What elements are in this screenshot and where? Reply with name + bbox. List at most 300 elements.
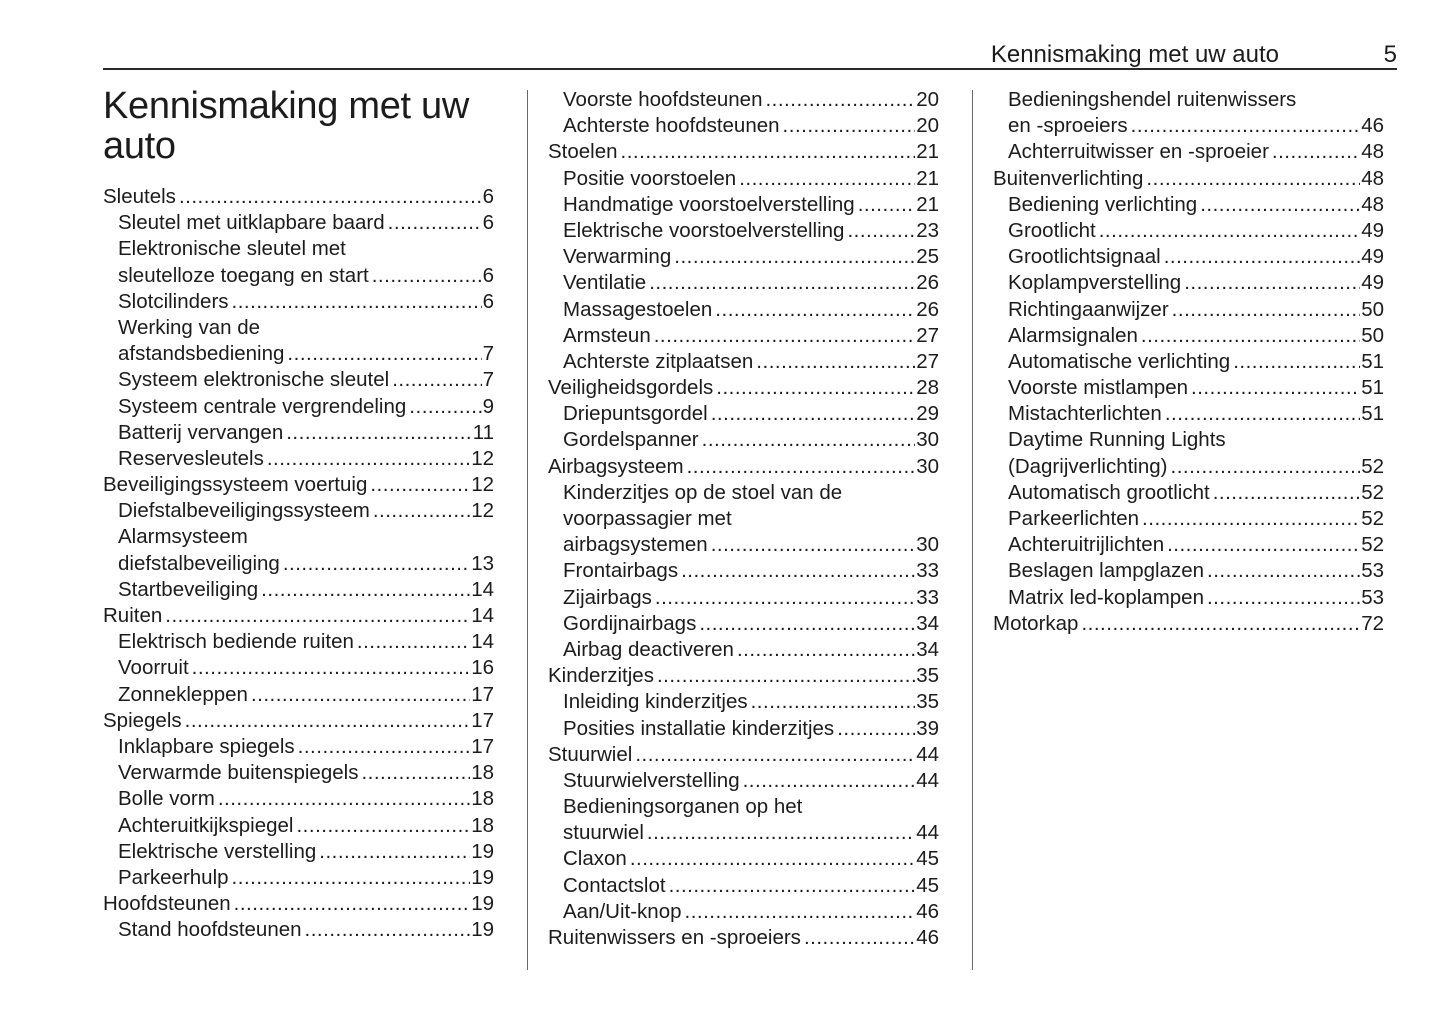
dot-leader	[357, 629, 470, 655]
toc-entry	[103, 839, 494, 865]
toc-entry-page: 72	[1361, 611, 1384, 635]
dot-leader	[699, 611, 915, 637]
toc-entry	[548, 532, 939, 558]
toc-entry	[548, 87, 939, 113]
toc-entry-title: Ventilatie	[563, 271, 647, 295]
toc-entry-page: 33	[916, 585, 939, 609]
toc-entry	[103, 734, 494, 760]
toc-entry	[548, 899, 939, 925]
dot-leader	[1165, 401, 1360, 427]
dot-leader	[783, 113, 916, 139]
toc-entry	[103, 236, 494, 262]
toc-entry-page: 19	[471, 918, 494, 942]
toc-column-2	[548, 87, 939, 951]
toc-entry	[103, 367, 494, 393]
dot-leader	[630, 846, 915, 872]
toc-entry-title: Achterste zitplaatsen	[563, 349, 754, 373]
toc-entry-page: 11	[472, 420, 494, 444]
dot-leader	[361, 760, 470, 786]
toc-entry	[548, 846, 939, 872]
toc-entry	[103, 629, 494, 655]
toc-entry-title: stuurwiel	[563, 821, 644, 845]
toc-entry-page: 46	[916, 899, 939, 923]
toc-entry	[993, 139, 1384, 165]
dot-leader	[287, 341, 481, 367]
toc-entry-title: Hoofdsteunen	[103, 892, 231, 916]
toc-entry-page: 17	[471, 682, 494, 706]
toc-entry-page: 35	[916, 690, 939, 714]
toc-entry	[103, 760, 494, 786]
toc-entry-page: 44	[916, 768, 939, 792]
toc-entry-title: Sleutel met uitklapbare baard	[118, 211, 385, 235]
toc-entry	[993, 506, 1384, 532]
toc-entry	[103, 813, 494, 839]
toc-entry	[993, 297, 1384, 323]
toc-entry-title: Diefstalbeveiligingssysteem	[118, 499, 370, 523]
toc-entry-page: 26	[916, 297, 939, 321]
toc-column-3	[993, 87, 1384, 637]
toc-entry-page: 44	[916, 742, 939, 766]
dot-leader	[716, 375, 915, 401]
toc-entry-title: Parkeerlichten	[1008, 507, 1140, 530]
toc-entry-page: 13	[471, 551, 494, 575]
toc-entry	[548, 585, 939, 611]
toc-entry-page: 33	[916, 559, 939, 583]
toc-entry-title: Contactslot	[563, 873, 666, 897]
toc-entry-page: 21	[916, 166, 939, 190]
toc-entry-title: Richtingaanwijzer	[1008, 297, 1169, 321]
dot-leader	[192, 655, 471, 681]
toc-entry-title: Gordelspanner	[563, 428, 699, 452]
toc-entry	[548, 297, 939, 323]
toc-entry-page: 49	[1361, 271, 1384, 295]
toc-entry	[993, 349, 1384, 375]
toc-entry-title: sleutelloze toegang en start	[118, 263, 369, 287]
toc-entry-page: 52	[1361, 480, 1384, 504]
dot-leader	[654, 323, 915, 349]
toc-entry	[548, 192, 939, 218]
toc-entry-title: Grootlichtsignaal	[1008, 245, 1161, 269]
toc-entry-title: Verwarming	[563, 245, 672, 269]
dot-leader	[298, 734, 471, 760]
dot-leader	[388, 210, 482, 236]
toc-entry-page: 21	[916, 140, 939, 164]
dot-leader	[305, 917, 471, 943]
toc-entry-title: Stuurwielverstelling	[563, 768, 740, 792]
toc-entry-title: Zijairbags	[563, 585, 652, 609]
dot-leader	[1142, 506, 1360, 532]
toc-entry-page: 6	[482, 211, 494, 235]
toc-entry	[103, 446, 494, 472]
toc-entry-page: 12	[471, 499, 494, 523]
dot-leader	[261, 577, 470, 603]
toc-entry	[103, 655, 494, 681]
toc-entry-page: 53	[1361, 559, 1384, 583]
toc-entry	[548, 139, 939, 165]
toc-entry-page: 19	[471, 865, 494, 889]
dot-leader	[1167, 532, 1360, 558]
toc-entry-title: Batterij vervangen	[118, 420, 284, 444]
toc-entry	[548, 166, 939, 192]
dot-leader	[804, 925, 915, 951]
dot-leader	[1099, 218, 1360, 244]
toc-entry	[993, 532, 1384, 558]
toc-entry-title: Achterruitwisser en -sproeier	[1008, 140, 1269, 164]
dot-leader	[267, 446, 470, 472]
toc-entry	[993, 585, 1384, 611]
dot-leader	[232, 289, 482, 315]
toc-entry-page: 6	[482, 185, 494, 208]
toc-entry-title: Motorkap	[993, 611, 1079, 635]
toc-entry	[548, 270, 939, 296]
toc-entry	[548, 820, 939, 846]
toc-entry-page: 20	[916, 88, 939, 111]
dot-leader	[702, 427, 916, 453]
toc-entry-title: Armsteun	[563, 323, 651, 347]
toc-entry-page: 50	[1361, 323, 1384, 347]
toc-entry	[548, 611, 939, 637]
toc-entry	[548, 113, 939, 139]
toc-entry-title: Mistachterlichten	[1008, 402, 1162, 426]
dot-leader	[1213, 480, 1361, 506]
toc-entry-page: 6	[482, 263, 494, 287]
toc-entry-title: Startbeveiliging	[118, 577, 259, 601]
toc-entry-page: 18	[471, 787, 494, 811]
toc-entry-title: diefstalbeveiliging	[118, 551, 280, 575]
dot-leader	[756, 349, 915, 375]
toc-entry	[993, 480, 1384, 506]
toc-entry-title: Inklapbare spiegels	[118, 734, 295, 758]
toc-entry-page: 18	[471, 761, 494, 785]
toc-entry-title: Achterste hoofdsteunen	[563, 114, 780, 138]
dot-leader	[669, 873, 916, 899]
toc-entry-title: Bolle vorm	[118, 787, 215, 811]
dot-leader	[837, 716, 915, 742]
dot-leader	[232, 865, 471, 891]
toc-entry-title: Voorste mistlampen	[1008, 376, 1189, 400]
toc-entry-title: Voorruit	[118, 656, 189, 680]
running-header-title: Kennismaking met uw auto	[990, 41, 1279, 68]
toc-entry	[103, 682, 494, 708]
toc-entry-title: Bediening verlichting	[1008, 192, 1198, 216]
toc-entry-page: 6	[482, 289, 494, 313]
toc-entry-title: Ruiten	[103, 604, 163, 627]
toc-entry-page: 46	[1361, 114, 1384, 138]
toc-entry-page: 51	[1361, 402, 1384, 426]
toc-entry	[548, 244, 939, 270]
toc-entry-title: Werking van de	[118, 315, 261, 339]
dot-leader	[1233, 349, 1360, 375]
toc-entry-page: 34	[916, 611, 939, 635]
toc-entry	[548, 689, 939, 715]
dot-leader	[687, 454, 916, 480]
dot-leader	[218, 786, 470, 812]
dot-leader	[1207, 585, 1360, 611]
toc-entry	[993, 454, 1384, 480]
toc-entry-title: Kinderzitjes op de stoel van de	[563, 480, 843, 504]
toc-entry	[993, 558, 1384, 584]
toc-entry-page: 25	[916, 245, 939, 269]
toc-entry-title: Buitenverlichting	[993, 166, 1144, 190]
toc-entry-page: 30	[916, 454, 939, 478]
toc-entry-page: 20	[916, 114, 939, 138]
toc-entry-page: 7	[482, 342, 494, 366]
dot-leader	[711, 532, 915, 558]
dot-leader	[1207, 558, 1360, 584]
toc-entry	[103, 708, 494, 734]
dot-leader	[649, 270, 915, 296]
toc-entry-page: 26	[916, 271, 939, 295]
toc-entry-title: Matrix led-koplampen	[1008, 585, 1204, 609]
toc-entry	[103, 786, 494, 812]
toc-entry-title: Slotcilinders	[118, 289, 229, 313]
toc-entry-title: Beveiligingssysteem voertuig	[103, 473, 368, 497]
dot-leader	[165, 603, 470, 629]
toc-entry-title: (Dagrijverlichting)	[1008, 454, 1168, 478]
toc-entry	[993, 244, 1384, 270]
toc-entry	[548, 637, 939, 663]
toc-entry	[548, 349, 939, 375]
toc-entry-page: 28	[916, 376, 939, 400]
toc-entry	[548, 768, 939, 794]
toc-entry-page: 18	[471, 813, 494, 837]
toc-entry-page: 23	[916, 218, 939, 242]
toc-entry-title: Parkeerhulp	[118, 865, 229, 889]
toc-entry-page: 52	[1361, 533, 1384, 557]
toc-entry	[103, 263, 494, 289]
toc-entry-page: 45	[916, 847, 939, 871]
dot-leader	[1172, 297, 1361, 323]
toc-entry	[103, 524, 494, 550]
toc-entry-title: Zonnekleppen	[118, 682, 248, 706]
toc-entry	[103, 603, 494, 629]
toc-entry-page: 52	[1361, 454, 1384, 478]
dot-leader	[392, 367, 481, 393]
dot-leader	[1141, 323, 1360, 349]
toc-entry-title: Achteruitkijkspiegel	[118, 813, 294, 837]
dot-leader	[319, 839, 470, 865]
toc-entry-page: 12	[471, 446, 494, 470]
toc-entry-title: Kinderzitjes	[548, 664, 654, 688]
toc-entry	[103, 289, 494, 315]
toc-entry-title: Frontairbags	[563, 559, 679, 583]
toc-entry-title: Elektrisch bediende ruiten	[118, 630, 354, 654]
toc-entry-title: Verwarmde buitenspiegels	[118, 761, 359, 785]
toc-entry-page: 51	[1361, 349, 1384, 373]
dot-leader	[409, 394, 481, 420]
toc-entry	[548, 716, 939, 742]
toc-entry-title: Ruitenwissers en -sproeiers	[548, 926, 801, 949]
toc-entry-page: 49	[1361, 245, 1384, 269]
toc-entry-page: 19	[471, 839, 494, 863]
toc-entry-page: 51	[1361, 376, 1384, 400]
toc-entry	[993, 375, 1384, 401]
toc-entry-title: Alarmsignalen	[1008, 323, 1138, 347]
dot-leader	[1200, 192, 1360, 218]
toc-entry-title: Alarmsysteem	[118, 525, 248, 549]
toc-entry-title: Airbagsysteem	[548, 454, 684, 478]
column-divider	[972, 90, 973, 970]
toc-entry-title: Systeem centrale vergrendeling	[118, 394, 407, 418]
toc-entry-title: Sleutels	[103, 185, 176, 208]
toc-entry-title: Positie voorstoelen	[563, 166, 737, 190]
toc-entry-title: Elektrische verstelling	[118, 839, 317, 863]
toc-entry-title: Airbag deactiveren	[563, 637, 734, 661]
toc-entry	[548, 427, 939, 453]
dot-leader	[234, 891, 471, 917]
dot-leader	[847, 218, 915, 244]
toc-entry-title: Inleiding kinderzitjes	[563, 690, 748, 714]
header-divider	[103, 68, 1397, 70]
dot-leader	[370, 472, 470, 498]
toc-entry-page: 39	[916, 716, 939, 740]
toc-entry	[103, 394, 494, 420]
toc-entry	[103, 865, 494, 891]
dot-leader	[715, 297, 915, 323]
toc-entry-title: Achteruitrijlichten	[1008, 533, 1165, 557]
toc-entry	[103, 551, 494, 577]
toc-column-1	[103, 184, 494, 943]
dot-leader	[1171, 454, 1361, 480]
toc-entry-page: 12	[471, 473, 494, 497]
toc-entry-title: Claxon	[563, 847, 627, 871]
dot-leader	[185, 708, 471, 734]
dot-leader	[711, 401, 915, 427]
toc-entry	[993, 270, 1384, 296]
toc-entry-page: 48	[1361, 140, 1384, 164]
dot-leader	[1081, 611, 1360, 637]
toc-entry	[993, 401, 1384, 427]
toc-entry-title: Massagestoelen	[563, 297, 713, 321]
toc-entry-page: 30	[916, 428, 939, 452]
toc-entry	[548, 558, 939, 584]
toc-entry-page: 16	[471, 656, 494, 680]
toc-entry-title: Handmatige voorstoelverstelling	[563, 192, 855, 216]
toc-entry-page: 30	[916, 533, 939, 557]
toc-entry-page: 7	[482, 368, 494, 392]
dot-leader	[1184, 270, 1360, 296]
toc-entry-title: Elektronische sleutel met	[118, 237, 346, 261]
chapter-title: Kennismaking met uw auto	[103, 85, 470, 167]
toc-entry-page: 21	[916, 192, 939, 216]
toc-entry-page: 50	[1361, 297, 1384, 321]
toc-entry	[993, 87, 1384, 113]
toc-entry-title: Gordijnairbags	[563, 611, 697, 635]
toc-entry	[103, 891, 494, 917]
toc-entry-page: 14	[471, 604, 494, 627]
toc-entry-title: Beslagen lampglazen	[1008, 559, 1205, 583]
toc-entry-page: 48	[1361, 166, 1384, 190]
toc-entry-title: Posities installatie kinderzitjes	[563, 716, 835, 740]
dot-leader	[765, 87, 915, 113]
toc-entry	[993, 427, 1384, 453]
toc-entry	[103, 315, 494, 341]
toc-entry-page: 17	[471, 734, 494, 758]
dot-leader	[283, 551, 470, 577]
toc-entry	[103, 917, 494, 943]
toc-entry	[993, 192, 1384, 218]
toc-entry-page: 53	[1361, 585, 1384, 609]
dot-leader	[286, 420, 471, 446]
toc-entry	[103, 498, 494, 524]
toc-entry	[548, 480, 939, 506]
toc-entry-title: afstandsbediening	[118, 342, 285, 366]
toc-entry	[993, 166, 1384, 192]
toc-entry-page: 44	[916, 821, 939, 845]
toc-entry	[548, 506, 939, 532]
dot-leader	[685, 899, 916, 925]
dot-leader	[1131, 113, 1361, 139]
toc-entry-title: Daytime Running Lights	[1008, 428, 1226, 452]
toc-entry-title: Voorste hoofdsteunen	[563, 88, 763, 111]
toc-entry-page: 9	[482, 394, 494, 418]
toc-entry	[548, 873, 939, 899]
toc-entry-page: 49	[1361, 218, 1384, 242]
toc-entry	[993, 113, 1384, 139]
toc-entry-title: Driepuntsgordel	[563, 402, 708, 426]
toc-entry-title: en -sproeiers	[1008, 114, 1128, 138]
toc-entry	[103, 341, 494, 367]
toc-entry-title: Reservesleutels	[118, 446, 264, 470]
dot-leader	[674, 244, 915, 270]
toc-entry	[548, 323, 939, 349]
toc-entry-title: Automatisch grootlicht	[1008, 480, 1210, 504]
toc-entry	[103, 210, 494, 236]
toc-entry-page: 35	[916, 664, 939, 688]
toc-entry-title: Stoelen	[548, 140, 618, 164]
toc-entry-title: Grootlicht	[1008, 218, 1096, 242]
toc-entry	[548, 401, 939, 427]
toc-entry-page: 14	[471, 577, 494, 601]
toc-entry-page: 14	[471, 630, 494, 654]
dot-leader	[858, 192, 915, 218]
toc-entry-page: 17	[471, 708, 494, 732]
toc-entry-page: 52	[1361, 507, 1384, 530]
toc-entry	[103, 420, 494, 446]
toc-entry	[548, 794, 939, 820]
toc-entry-page: 19	[471, 892, 494, 916]
column-divider	[527, 90, 528, 970]
dot-leader	[179, 184, 482, 210]
dot-leader	[1146, 166, 1360, 192]
toc-entry-page: 48	[1361, 192, 1384, 216]
toc-entry-title: Bedieningsorganen op het	[563, 795, 803, 819]
dot-leader	[251, 682, 470, 708]
toc-entry-title: voorpassagier met	[563, 507, 732, 530]
toc-entry-title: Elektrische voorstoelverstelling	[563, 218, 845, 242]
toc-entry-title: Stand hoofdsteunen	[118, 918, 302, 942]
toc-entry-title: Koplampverstelling	[1008, 271, 1182, 295]
dot-leader	[635, 742, 915, 768]
toc-entry-title: Automatische verlichting	[1008, 349, 1231, 373]
toc-entry	[548, 742, 939, 768]
toc-entry-page: 27	[916, 323, 939, 347]
toc-entry-title: Bedieningshendel ruitenwissers	[1008, 88, 1297, 111]
dot-leader	[657, 663, 915, 689]
dot-leader	[751, 689, 916, 715]
toc-entry	[993, 218, 1384, 244]
toc-entry	[103, 184, 494, 210]
toc-entry	[103, 577, 494, 603]
toc-entry-page: 34	[916, 637, 939, 661]
toc-entry	[993, 611, 1384, 637]
toc-entry-title: Systeem elektronische sleutel	[118, 368, 390, 392]
toc-entry-page: 45	[916, 873, 939, 897]
toc-entry	[103, 472, 494, 498]
toc-entry-title: Stuurwiel	[548, 742, 633, 766]
toc-entry-page: 27	[916, 349, 939, 373]
dot-leader	[737, 637, 915, 663]
